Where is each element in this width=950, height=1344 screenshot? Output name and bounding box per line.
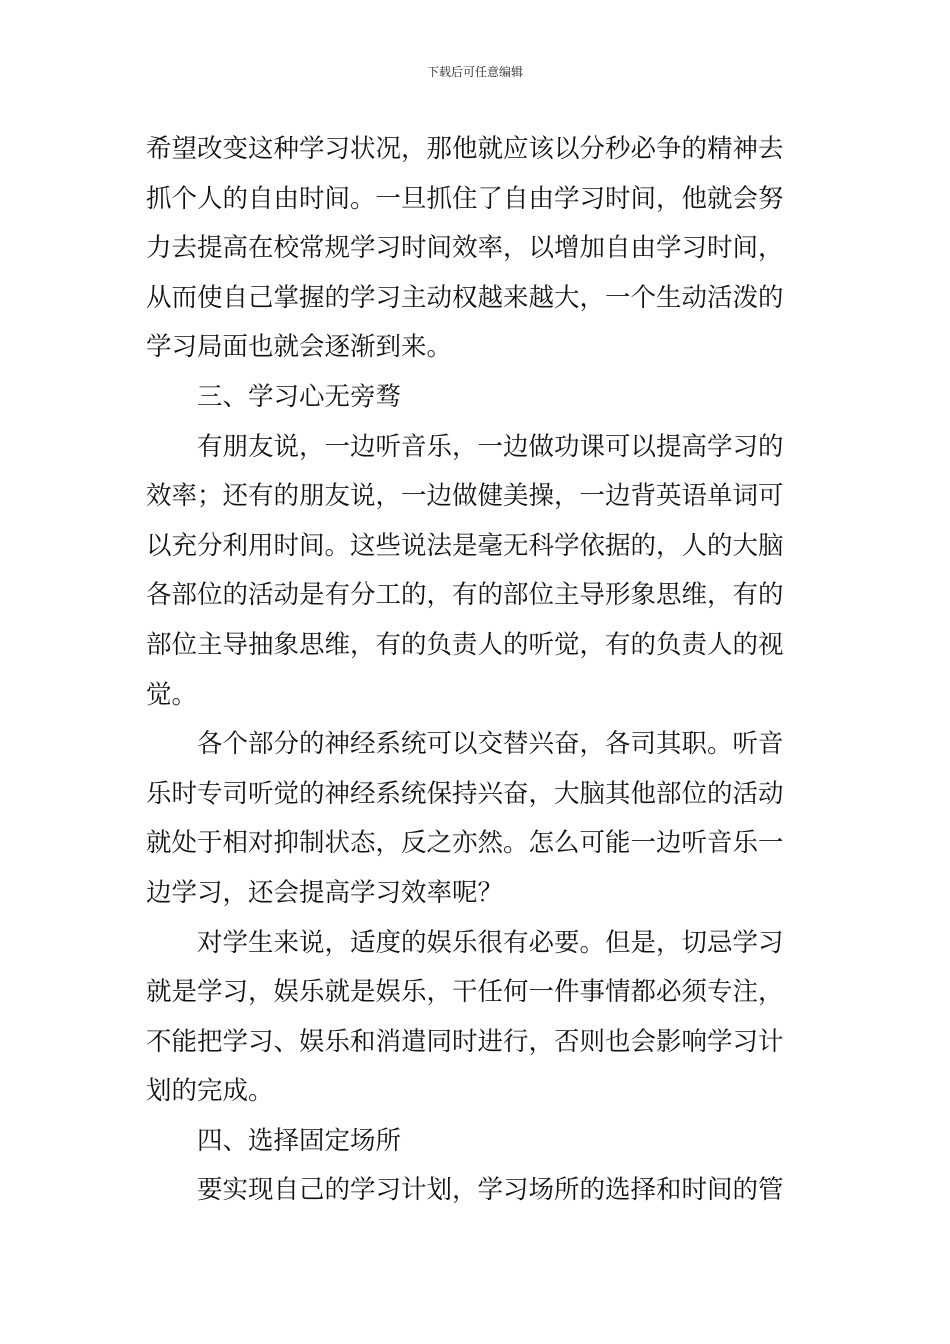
- text-line: 不能把学习、娱乐和消遣同时进行，否则也会影响学习计: [146, 1026, 784, 1057]
- text-line: 划的完成。: [146, 1076, 274, 1107]
- text-line: 各个部分的神经系统可以交替兴奋，各司其职。听音: [197, 729, 784, 760]
- text-line: 部位主导抽象思维，有的负责人的听觉，有的负责人的视: [146, 629, 784, 660]
- text-line: 希望改变这种学习状况，那他就应该以分秒必争的精神去: [146, 134, 784, 164]
- paragraph: [146, 423, 808, 721]
- text-line: 以充分利用时间。这些说法是毫无科学依据的，人的大脑: [146, 530, 784, 561]
- text-line: 要实现自己的学习计划，学习场所的选择和时间的管: [197, 1175, 784, 1206]
- paragraph: [146, 720, 808, 918]
- text-line: 乐时专司听觉的神经系统保持兴奋，大脑其他部位的活动: [146, 778, 784, 809]
- text-line: 对学生来说，适度的娱乐很有必要。但是，切忌学习: [197, 927, 784, 958]
- page-header: 下载后可任意编辑: [426, 65, 523, 79]
- text-line: 各部位的活动是有分工的，有的部位主导形象思维，有的: [146, 580, 784, 611]
- text-line: 就处于相对抑制状态，反之亦然。怎么可能一边听音乐一: [146, 828, 784, 859]
- section-heading-4: [146, 1117, 808, 1167]
- heading-text: 四、选择固定场所: [197, 1125, 402, 1156]
- text-line: 学习局面也就会逐渐到来。: [146, 332, 453, 363]
- text-line: 力去提高在校常规学习时间效率，以增加自由学习时间，: [146, 233, 784, 264]
- text-line: 从而使自己掌握的学习主动权越来越大，一个生动活泼的: [146, 282, 784, 313]
- paragraph-continuation: [146, 125, 808, 373]
- text-line: 觉。: [146, 679, 198, 710]
- document-body: [146, 125, 808, 1216]
- text-line: 有朋友说，一边听音乐，一边做功课可以提高学习的: [197, 431, 784, 462]
- paragraph: [146, 1166, 808, 1216]
- text-line: 抓个人的自由时间。一旦抓住了自由学习时间，他就会努: [146, 183, 784, 214]
- text-line: 边学习，还会提高学习效率呢？: [146, 877, 504, 908]
- paragraph: [146, 919, 808, 1117]
- text-line: 就是学习，娱乐就是娱乐，干任何一件事情都必须专注，: [146, 977, 784, 1008]
- text-line: 效率；还有的朋友说，一边做健美操，一边背英语单词可: [146, 481, 784, 512]
- section-heading-3: [146, 373, 808, 423]
- heading-text: 三、学习心无旁骛: [197, 381, 402, 412]
